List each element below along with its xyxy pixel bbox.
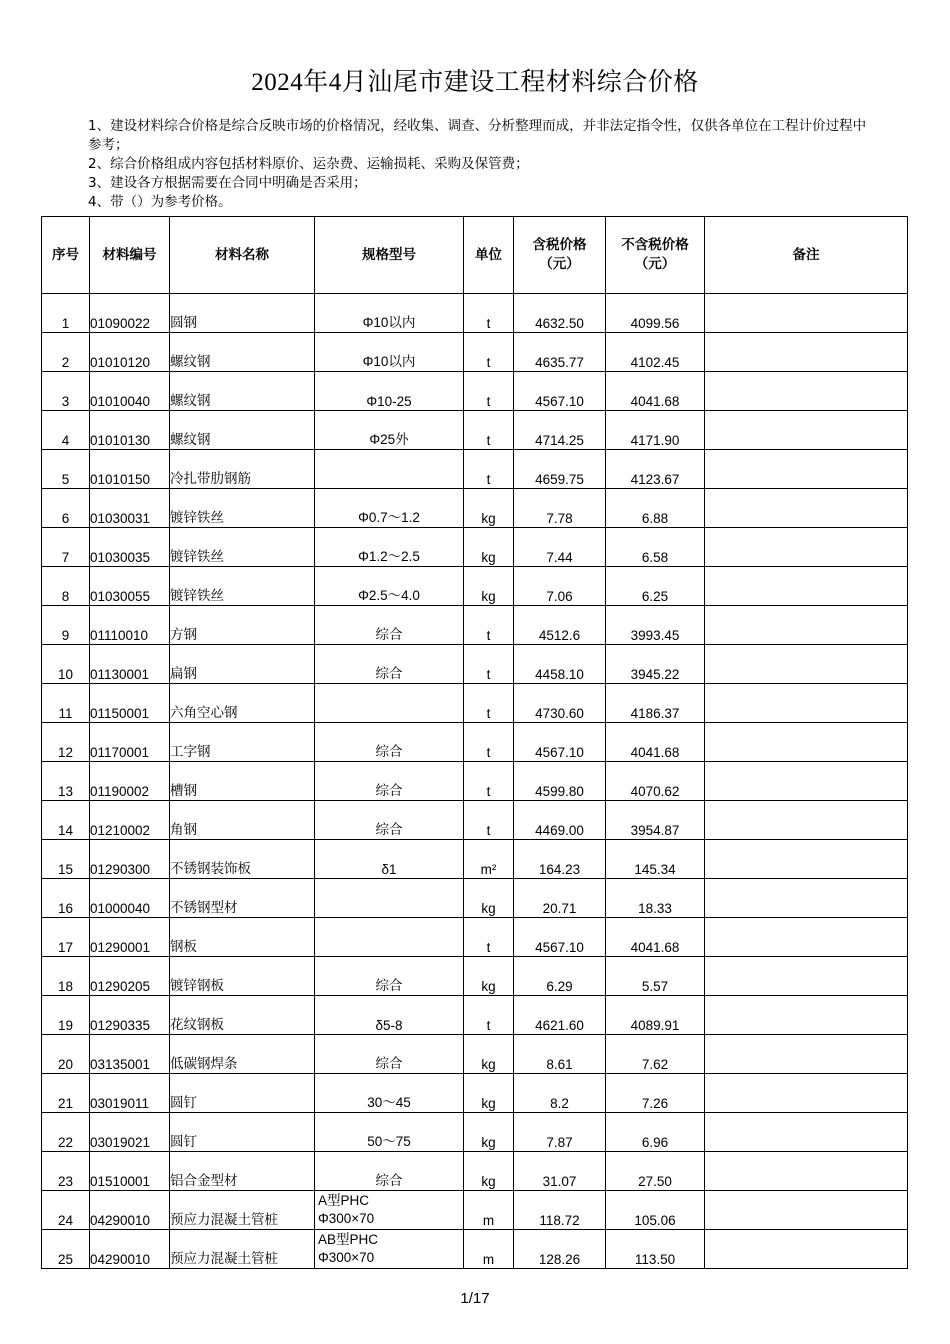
cell-price-notax: 6.58: [606, 528, 705, 567]
cell-unit: t: [464, 801, 514, 840]
table-row: [42, 1113, 908, 1152]
table-row: [42, 801, 908, 840]
cell-remark: [705, 957, 908, 996]
cell-code: 01210002: [90, 801, 170, 840]
cell-name: 铝合金型材: [170, 1152, 315, 1191]
cell-seq: 23: [42, 1152, 90, 1191]
cell-seq: 14: [42, 801, 90, 840]
table-row: [42, 723, 908, 762]
cell-price-notax: 4089.91: [606, 996, 705, 1035]
cell-code: 01130001: [90, 645, 170, 684]
cell-unit: kg: [464, 567, 514, 606]
cell-price-notax: 18.33: [606, 879, 705, 918]
cell-remark: [705, 1152, 908, 1191]
cell-spec: Φ1.2～2.5: [315, 528, 464, 567]
header-code: 材料编号: [90, 217, 170, 294]
table-row: [42, 879, 908, 918]
cell-seq: 2: [42, 333, 90, 372]
cell-spec: 综合: [315, 723, 464, 762]
cell-price-notax: 6.96: [606, 1113, 705, 1152]
cell-seq: 15: [42, 840, 90, 879]
header-seq: 序号: [42, 217, 90, 294]
cell-spec: A型PHC Φ300×70: [315, 1191, 464, 1230]
cell-code: 01030055: [90, 567, 170, 606]
cell-unit: t: [464, 606, 514, 645]
cell-remark: [705, 1191, 908, 1230]
cell-remark: [705, 606, 908, 645]
cell-remark: [705, 840, 908, 879]
cell-price-tax: 31.07: [514, 1152, 606, 1191]
cell-unit: t: [464, 996, 514, 1035]
cell-seq: 11: [42, 684, 90, 723]
cell-seq: 12: [42, 723, 90, 762]
cell-price-tax: 20.71: [514, 879, 606, 918]
cell-price-tax: 8.2: [514, 1074, 606, 1113]
cell-spec: 综合: [315, 762, 464, 801]
cell-seq: 8: [42, 567, 90, 606]
table-row: [42, 1035, 908, 1074]
cell-price-tax: 7.87: [514, 1113, 606, 1152]
table-row: [42, 450, 908, 489]
cell-price-notax: 7.26: [606, 1074, 705, 1113]
cell-price-notax: 3993.45: [606, 606, 705, 645]
cell-name: 圆钉: [170, 1113, 315, 1152]
cell-name: 镀锌铁丝: [170, 489, 315, 528]
cell-price-notax: 4186.37: [606, 684, 705, 723]
cell-price-tax: 4659.75: [514, 450, 606, 489]
cell-unit: t: [464, 450, 514, 489]
cell-unit: kg: [464, 1113, 514, 1152]
cell-spec: δ1: [315, 840, 464, 879]
cell-price-notax: 6.88: [606, 489, 705, 528]
cell-remark: [705, 723, 908, 762]
cell-price-tax: 4714.25: [514, 411, 606, 450]
table-row: [42, 1230, 908, 1269]
cell-remark: [705, 411, 908, 450]
notes-block: [88, 117, 878, 212]
cell-seq: 5: [42, 450, 90, 489]
cell-seq: 9: [42, 606, 90, 645]
cell-unit: t: [464, 762, 514, 801]
cell-seq: 18: [42, 957, 90, 996]
cell-spec: AB型PHC Φ300×70: [315, 1230, 464, 1269]
cell-price-tax: 7.78: [514, 489, 606, 528]
cell-spec: 综合: [315, 1035, 464, 1074]
cell-unit: kg: [464, 1035, 514, 1074]
table-row: [42, 840, 908, 879]
cell-price-tax: 7.06: [514, 567, 606, 606]
cell-remark: [705, 918, 908, 957]
cell-unit: t: [464, 684, 514, 723]
cell-price-notax: 5.57: [606, 957, 705, 996]
cell-spec: Φ0.7～1.2: [315, 489, 464, 528]
cell-remark: [705, 879, 908, 918]
cell-unit: kg: [464, 489, 514, 528]
cell-price-notax: 4041.68: [606, 723, 705, 762]
cell-unit: m: [464, 1191, 514, 1230]
cell-price-tax: 4469.00: [514, 801, 606, 840]
cell-name: 扁钢: [170, 645, 315, 684]
cell-code: 01010130: [90, 411, 170, 450]
cell-name: 六角空心钢: [170, 684, 315, 723]
cell-spec: 综合: [315, 645, 464, 684]
cell-seq: 20: [42, 1035, 90, 1074]
cell-price-notax: 4041.68: [606, 372, 705, 411]
cell-price-tax: 128.26: [514, 1230, 606, 1269]
cell-code: 03019021: [90, 1113, 170, 1152]
cell-spec: Φ25外: [315, 411, 464, 450]
cell-price-tax: 4635.77: [514, 333, 606, 372]
cell-price-tax: 8.61: [514, 1035, 606, 1074]
cell-name: 预应力混凝土管桩: [170, 1230, 315, 1269]
cell-name: 螺纹钢: [170, 333, 315, 372]
page-number: 1/17: [460, 1290, 490, 1307]
cell-price-notax: 3945.22: [606, 645, 705, 684]
cell-remark: [705, 684, 908, 723]
cell-remark: [705, 996, 908, 1035]
cell-spec: 30～45: [315, 1074, 464, 1113]
cell-spec: [315, 450, 464, 489]
cell-name: 不锈钢装饰板: [170, 840, 315, 879]
cell-remark: [705, 1074, 908, 1113]
cell-code: 01170001: [90, 723, 170, 762]
cell-spec: Φ2.5～4.0: [315, 567, 464, 606]
cell-spec: Φ10以内: [315, 294, 464, 333]
table-row: [42, 918, 908, 957]
cell-code: 04290010: [90, 1230, 170, 1269]
cell-price-notax: 4041.68: [606, 918, 705, 957]
table-row: [42, 762, 908, 801]
cell-code: 01010040: [90, 372, 170, 411]
header-price-tax: 含税价格 （元）: [514, 217, 606, 294]
cell-name: 圆钉: [170, 1074, 315, 1113]
cell-code: 01190002: [90, 762, 170, 801]
cell-name: 低碳钢焊条: [170, 1035, 315, 1074]
cell-unit: t: [464, 294, 514, 333]
cell-unit: t: [464, 411, 514, 450]
cell-remark: [705, 762, 908, 801]
cell-spec: 综合: [315, 606, 464, 645]
cell-code: 01110010: [90, 606, 170, 645]
cell-seq: 3: [42, 372, 90, 411]
cell-seq: 4: [42, 411, 90, 450]
cell-price-tax: 4599.80: [514, 762, 606, 801]
cell-name: 钢板: [170, 918, 315, 957]
cell-spec: Φ10-25: [315, 372, 464, 411]
cell-price-tax: 4512.6: [514, 606, 606, 645]
cell-spec: 综合: [315, 801, 464, 840]
cell-seq: 7: [42, 528, 90, 567]
cell-remark: [705, 489, 908, 528]
cell-remark: [705, 294, 908, 333]
cell-remark: [705, 1035, 908, 1074]
cell-name: 螺纹钢: [170, 411, 315, 450]
cell-code: 01510001: [90, 1152, 170, 1191]
cell-code: 01090022: [90, 294, 170, 333]
cell-price-notax: 4099.56: [606, 294, 705, 333]
cell-name: 不锈钢型材: [170, 879, 315, 918]
cell-unit: kg: [464, 957, 514, 996]
table-header-row: [42, 217, 908, 294]
cell-spec: 50～75: [315, 1113, 464, 1152]
cell-price-notax: 4171.90: [606, 411, 705, 450]
cell-price-notax: 7.62: [606, 1035, 705, 1074]
cell-unit: kg: [464, 528, 514, 567]
cell-price-tax: 4567.10: [514, 918, 606, 957]
cell-unit: kg: [464, 1074, 514, 1113]
cell-code: 01150001: [90, 684, 170, 723]
cell-name: 镀锌钢板: [170, 957, 315, 996]
note-line: 1、建设材料综合价格是综合反映市场的价格情况，经收集、调查、分析整理而成，并非法定指令性，仅供各单位在工程计价过程中参考；: [88, 118, 867, 153]
cell-price-notax: 113.50: [606, 1230, 705, 1269]
table-row: [42, 1152, 908, 1191]
cell-price-tax: 4730.60: [514, 684, 606, 723]
cell-price-notax: 6.25: [606, 567, 705, 606]
cell-seq: 19: [42, 996, 90, 1035]
cell-spec: [315, 684, 464, 723]
cell-spec: Φ10以内: [315, 333, 464, 372]
cell-price-notax: 3954.87: [606, 801, 705, 840]
cell-seq: 24: [42, 1191, 90, 1230]
cell-code: 03019011: [90, 1074, 170, 1113]
cell-seq: 16: [42, 879, 90, 918]
cell-seq: 13: [42, 762, 90, 801]
cell-price-notax: 105.06: [606, 1191, 705, 1230]
cell-unit: m: [464, 1230, 514, 1269]
table-row: [42, 372, 908, 411]
cell-remark: [705, 645, 908, 684]
cell-price-tax: 4567.10: [514, 723, 606, 762]
cell-spec: 综合: [315, 1152, 464, 1191]
table-row: [42, 567, 908, 606]
document-title: 2024年4月汕尾市建设工程材料综合价格: [251, 69, 699, 96]
cell-unit: m²: [464, 840, 514, 879]
cell-spec: [315, 918, 464, 957]
note-line: 2、综合价格组成内容包括材料原价、运杂费、运输损耗、采购及保管费；: [88, 156, 529, 172]
note-line: 3、建设各方根据需要在合同中明确是否采用；: [88, 175, 367, 191]
cell-price-tax: 118.72: [514, 1191, 606, 1230]
header-name: 材料名称: [170, 217, 315, 294]
cell-remark: [705, 567, 908, 606]
table-row: [42, 294, 908, 333]
table-row: [42, 606, 908, 645]
table-row: [42, 996, 908, 1035]
cell-unit: kg: [464, 879, 514, 918]
cell-name: 圆钢: [170, 294, 315, 333]
cell-unit: t: [464, 645, 514, 684]
note-line: 4、带（）为参考价格。: [88, 194, 232, 210]
cell-price-tax: 164.23: [514, 840, 606, 879]
cell-price-notax: 4102.45: [606, 333, 705, 372]
cell-remark: [705, 1113, 908, 1152]
cell-name: 镀锌铁丝: [170, 567, 315, 606]
table-row: [42, 957, 908, 996]
cell-name: 镀锌铁丝: [170, 528, 315, 567]
table-row: [42, 645, 908, 684]
cell-price-tax: 4632.50: [514, 294, 606, 333]
table-row: [42, 1191, 908, 1230]
cell-unit: t: [464, 723, 514, 762]
cell-price-notax: 4070.62: [606, 762, 705, 801]
cell-remark: [705, 450, 908, 489]
cell-unit: kg: [464, 1152, 514, 1191]
cell-code: 01030031: [90, 489, 170, 528]
table-body: [42, 294, 908, 1269]
cell-code: 01030035: [90, 528, 170, 567]
cell-name: 冷扎带肋钢筋: [170, 450, 315, 489]
cell-remark: [705, 1230, 908, 1269]
cell-spec: [315, 879, 464, 918]
table-row: [42, 489, 908, 528]
cell-name: 槽钢: [170, 762, 315, 801]
cell-seq: 10: [42, 645, 90, 684]
table-row: [42, 333, 908, 372]
cell-unit: t: [464, 372, 514, 411]
cell-seq: 22: [42, 1113, 90, 1152]
cell-remark: [705, 528, 908, 567]
header-unit: 单位: [464, 217, 514, 294]
cell-code: 01290205: [90, 957, 170, 996]
cell-spec: 综合: [315, 957, 464, 996]
cell-price-tax: 6.29: [514, 957, 606, 996]
cell-code: 01290001: [90, 918, 170, 957]
cell-seq: 21: [42, 1074, 90, 1113]
cell-name: 螺纹钢: [170, 372, 315, 411]
cell-price-notax: 27.50: [606, 1152, 705, 1191]
header-price-notax: 不含税价格 （元）: [606, 217, 705, 294]
cell-price-notax: 4123.67: [606, 450, 705, 489]
table-row: [42, 1074, 908, 1113]
cell-name: 预应力混凝土管桩: [170, 1191, 315, 1230]
header-spec: 规格型号: [315, 217, 464, 294]
cell-code: 01290335: [90, 996, 170, 1035]
cell-spec: δ5-8: [315, 996, 464, 1035]
cell-seq: 6: [42, 489, 90, 528]
cell-code: 01290300: [90, 840, 170, 879]
cell-price-notax: 145.34: [606, 840, 705, 879]
table-row: [42, 684, 908, 723]
cell-price-tax: 4621.60: [514, 996, 606, 1035]
cell-price-tax: 4458.10: [514, 645, 606, 684]
cell-seq: 17: [42, 918, 90, 957]
cell-unit: t: [464, 333, 514, 372]
cell-seq: 1: [42, 294, 90, 333]
cell-seq: 25: [42, 1230, 90, 1269]
cell-name: 工字钢: [170, 723, 315, 762]
cell-name: 花纹钢板: [170, 996, 315, 1035]
cell-remark: [705, 333, 908, 372]
cell-price-tax: 7.44: [514, 528, 606, 567]
material-price-table: [41, 216, 908, 1269]
cell-code: 01010120: [90, 333, 170, 372]
table-row: [42, 528, 908, 567]
cell-code: 04290010: [90, 1191, 170, 1230]
cell-remark: [705, 372, 908, 411]
cell-code: 03135001: [90, 1035, 170, 1074]
cell-name: 方钢: [170, 606, 315, 645]
cell-name: 角钢: [170, 801, 315, 840]
cell-remark: [705, 801, 908, 840]
cell-code: 01010150: [90, 450, 170, 489]
cell-code: 01000040: [90, 879, 170, 918]
cell-unit: t: [464, 918, 514, 957]
header-remark: 备注: [705, 217, 908, 294]
cell-price-tax: 4567.10: [514, 372, 606, 411]
table-row: [42, 411, 908, 450]
